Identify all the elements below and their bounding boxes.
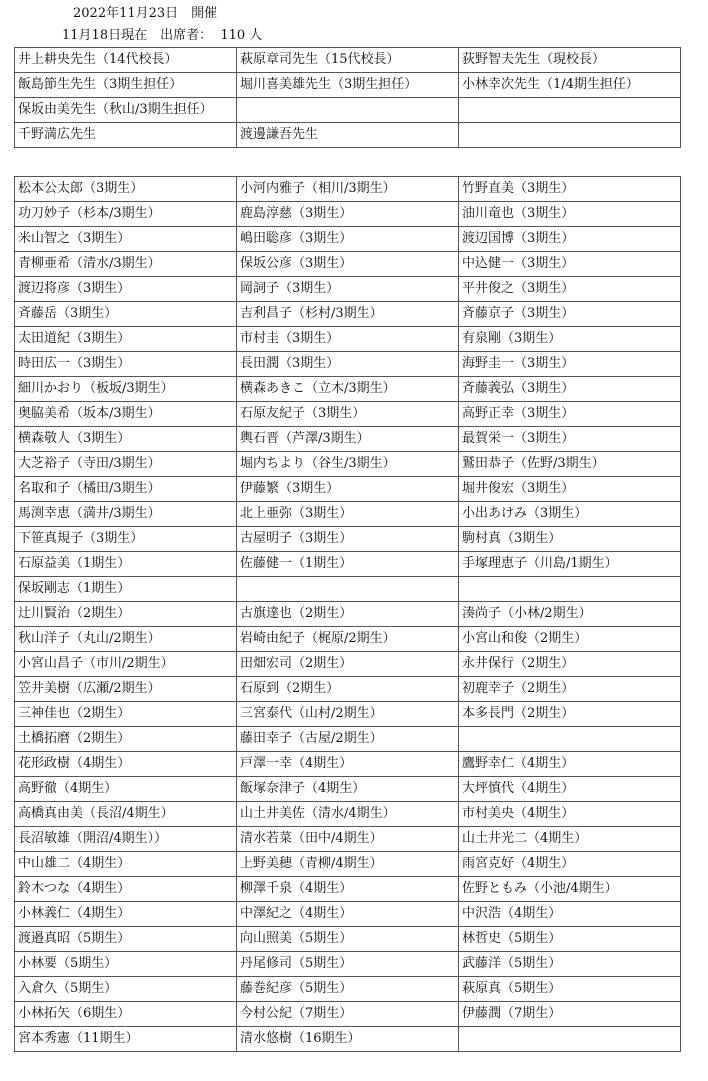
table-cell: 最賀栄一（3期生） [459, 427, 681, 452]
table-cell: 堀川喜美雄先生（3期生担任） [237, 73, 459, 98]
table-cell: 清水悠樹（16期生） [237, 1027, 459, 1052]
table-cell: 奥脇美希（坂本/3期生） [15, 402, 237, 427]
table-cell: 松本公太郎（3期生） [15, 177, 237, 202]
event-date: 2022年11月23日 開催 [73, 6, 218, 21]
table-cell: 保坂剛志（1期生） [15, 577, 237, 602]
table-cell: 小林要（5期生） [15, 952, 237, 977]
table-cell: 戸澤一幸（4期生） [237, 752, 459, 777]
attendee-row [15, 627, 681, 652]
table-cell: 林哲史（5期生） [459, 927, 681, 952]
table-cell: 三神佳也（2期生） [15, 702, 237, 727]
attendee-row [15, 477, 681, 502]
table-cell: 横森あきこ（立木/3期生） [237, 377, 459, 402]
attendees-table [14, 176, 681, 1052]
table-cell: 三宮泰代（山村/2期生） [237, 702, 459, 727]
table-cell: 鷹野幸仁（4期生） [459, 752, 681, 777]
attendee-row [15, 1027, 681, 1052]
attendee-row [15, 877, 681, 902]
table-cell: 本多長門（2期生） [459, 702, 681, 727]
table-cell: 堀井俊宏（3期生） [459, 477, 681, 502]
table-cell: 渡邊謙吾先生 [237, 123, 459, 148]
table-cell: 大芝裕子（寺田/3期生） [15, 452, 237, 477]
table-cell: 萩原真（5期生） [459, 977, 681, 1002]
table-cell [459, 123, 681, 148]
table-cell: 田畑宏司（2期生） [237, 652, 459, 677]
table-cell: 秋山洋子（丸山/2期生） [15, 627, 237, 652]
table-cell: 雨宮克好（4期生） [459, 852, 681, 877]
attendee-row [15, 827, 681, 852]
table-cell: 太田道紀（3期生） [15, 327, 237, 352]
attendee-row [15, 927, 681, 952]
table-cell: 萩原章司先生（15代校長） [237, 48, 459, 73]
table-cell: 鈴木つな（4期生） [15, 877, 237, 902]
table-cell: 古屋明子（3期生） [237, 527, 459, 552]
table-cell: 上野美穂（青柳/4期生） [237, 852, 459, 877]
table-cell [459, 577, 681, 602]
table-cell: 米山智之（3期生） [15, 227, 237, 252]
table-cell: 竹野直美（3期生） [459, 177, 681, 202]
table-cell [237, 98, 459, 123]
attendee-row [15, 577, 681, 602]
table-cell: 保坂由美先生（秋山/3期生担任） [15, 98, 237, 123]
table-cell: 石原友紀子（3期生） [237, 402, 459, 427]
table-cell: 手塚理恵子（川島/1期生） [459, 552, 681, 577]
table-cell: 馬渕幸恵（満井/3期生） [15, 502, 237, 527]
table-cell: 笠井美樹（広瀬/2期生） [15, 677, 237, 702]
attendee-row [15, 427, 681, 452]
table-cell: 小林幸次先生（1/4期生担任） [459, 73, 681, 98]
table-cell: 山土井光二（4期生） [459, 827, 681, 852]
attendee-row [15, 302, 681, 327]
attendee-row [15, 452, 681, 477]
table-cell: 横森敬人（3期生） [15, 427, 237, 452]
table-cell: 岩崎由紀子（梶原/2期生） [237, 627, 459, 652]
table-cell: 丹尾修司（5期生） [237, 952, 459, 977]
table-cell: 中山雄二（4期生） [15, 852, 237, 877]
attendee-row [15, 852, 681, 877]
table-cell: 古旗達也（2期生） [237, 602, 459, 627]
table-cell: 中澤紀之（4期生） [237, 902, 459, 927]
attendee-row [15, 177, 681, 202]
table-cell: 宮本秀憲（11期生） [15, 1027, 237, 1052]
teacher-row [15, 123, 681, 148]
teacher-row [15, 73, 681, 98]
table-cell: 清水若菜（田中/4期生） [237, 827, 459, 852]
table-cell: 油川竜也（3期生） [459, 202, 681, 227]
attendee-row [15, 327, 681, 352]
table-cell: 高野徹（4期生） [15, 777, 237, 802]
table-cell: 斉藤岳（3期生） [15, 302, 237, 327]
table-cell: 石原益美（1期生） [15, 552, 237, 577]
table-cell: 小宮山昌子（市川/2期生） [15, 652, 237, 677]
table-cell: 功刀妙子（杉本/3期生） [15, 202, 237, 227]
table-cell: 青柳亜希（清水/3期生） [15, 252, 237, 277]
table-cell: 伊藤繁（3期生） [237, 477, 459, 502]
table-cell: 向山照美（5期生） [237, 927, 459, 952]
attendee-row [15, 1002, 681, 1027]
table-cell: 輿石晋（芦澤/3期生） [237, 427, 459, 452]
table-cell: 北上亜弥（3期生） [237, 502, 459, 527]
table-cell: 花形政樹（4期生） [15, 752, 237, 777]
table-cell: 小林拓矢（6期生） [15, 1002, 237, 1027]
table-cell: 堀内ちより（谷生/3期生） [237, 452, 459, 477]
table-cell [459, 727, 681, 752]
table-cell: 小河内雅子（相川/3期生） [237, 177, 459, 202]
table-cell: 佐野ともみ（小池/4期生） [459, 877, 681, 902]
table-cell: 中沢浩（4期生） [459, 902, 681, 927]
attendee-row [15, 952, 681, 977]
table-cell: 名取和子（橘田/3期生） [15, 477, 237, 502]
attendee-row [15, 802, 681, 827]
attendee-row [15, 352, 681, 377]
attendee-row [15, 402, 681, 427]
table-cell: 飯塚奈津子（4期生） [237, 777, 459, 802]
table-cell: 小宮山和俊（2期生） [459, 627, 681, 652]
table-cell: 高野正幸（3期生） [459, 402, 681, 427]
table-cell: 佐藤健一（1期生） [237, 552, 459, 577]
table-cell: 高橋真由美（長沼/4期生） [15, 802, 237, 827]
table-cell [237, 577, 459, 602]
table-cell: 山土井美佐（清水/4期生） [237, 802, 459, 827]
table-cell: 荻野智夫先生（現校長） [459, 48, 681, 73]
table-cell: 渡辺将彦（3期生） [15, 277, 237, 302]
attendee-row [15, 777, 681, 802]
table-cell: 市村圭（3期生） [237, 327, 459, 352]
attendee-row [15, 502, 681, 527]
table-cell: 駒村真（3期生） [459, 527, 681, 552]
attendee-row [15, 602, 681, 627]
attendee-row [15, 752, 681, 777]
table-cell: 鹿島淳慈（3期生） [237, 202, 459, 227]
table-cell: 嶋田聡彦（3期生） [237, 227, 459, 252]
table-cell: 斉藤京子（3期生） [459, 302, 681, 327]
table-cell: 岡詞子（3期生） [237, 277, 459, 302]
table-cell: 辻川賢治（2期生） [15, 602, 237, 627]
table-cell: 長田潤（3期生） [237, 352, 459, 377]
attendee-row [15, 727, 681, 752]
table-cell: 渡邉真昭（5期生） [15, 927, 237, 952]
attendee-row [15, 977, 681, 1002]
table-cell: 小出あけみ（3期生） [459, 502, 681, 527]
attendance-count: 11月18日現在 出席者： 110 人 [62, 28, 263, 43]
table-cell: 千野満広先生 [15, 123, 237, 148]
table-cell: 伊藤潤（7期生） [459, 1002, 681, 1027]
table-cell: 渡辺国博（3期生） [459, 227, 681, 252]
table-cell: 鷲田恭子（佐野/3期生） [459, 452, 681, 477]
table-cell: 時田広一（3期生） [15, 352, 237, 377]
table-cell: 平井俊之（3期生） [459, 277, 681, 302]
table-cell: 吉利昌子（杉村/3期生） [237, 302, 459, 327]
table-cell: 斉藤義弘（3期生） [459, 377, 681, 402]
table-cell: 今村公紀（7期生） [237, 1002, 459, 1027]
table-cell: 市村美央（4期生） [459, 802, 681, 827]
table-cell: 海野圭一（3期生） [459, 352, 681, 377]
attendee-row [15, 527, 681, 552]
attendee-row [15, 277, 681, 302]
table-cell: 小林義仁（4期生） [15, 902, 237, 927]
table-cell: 初鹿幸子（2期生） [459, 677, 681, 702]
attendee-row [15, 552, 681, 577]
table-cell: 藤巻紀彦（5期生） [237, 977, 459, 1002]
table-cell: 中込健一（3期生） [459, 252, 681, 277]
table-cell: 土橋拓磨（2期生） [15, 727, 237, 752]
table-cell: 大坪慎代（4期生） [459, 777, 681, 802]
teacher-row [15, 98, 681, 123]
table-cell: 長沼敏雄（開沼/4期生）） [15, 827, 237, 852]
table-cell [459, 1027, 681, 1052]
table-cell: 井上耕央先生（14代校長） [15, 48, 237, 73]
attendee-row [15, 227, 681, 252]
table-cell: 細川かおり（板坂/3期生） [15, 377, 237, 402]
teachers-table [14, 47, 681, 148]
attendee-row [15, 902, 681, 927]
table-cell: 湊尚子（小林/2期生） [459, 602, 681, 627]
table-cell: 藤田幸子（古屋/2期生） [237, 727, 459, 752]
table-cell: 武藤洋（5期生） [459, 952, 681, 977]
table-cell: 有泉剛（3期生） [459, 327, 681, 352]
table-cell [459, 98, 681, 123]
table-cell: 保坂公彦（3期生） [237, 252, 459, 277]
teacher-row [15, 48, 681, 73]
attendee-row [15, 677, 681, 702]
table-cell: 柳澤千泉（4期生） [237, 877, 459, 902]
table-cell: 石原到（2期生） [237, 677, 459, 702]
attendee-row [15, 377, 681, 402]
table-cell: 下笹真規子（3期生） [15, 527, 237, 552]
attendee-row [15, 652, 681, 677]
attendee-row [15, 702, 681, 727]
table-cell: 飯島節生先生（3期生担任） [15, 73, 237, 98]
attendee-row [15, 202, 681, 227]
table-cell: 永井保行（2期生） [459, 652, 681, 677]
table-cell: 入倉久（5期生） [15, 977, 237, 1002]
attendee-row [15, 252, 681, 277]
